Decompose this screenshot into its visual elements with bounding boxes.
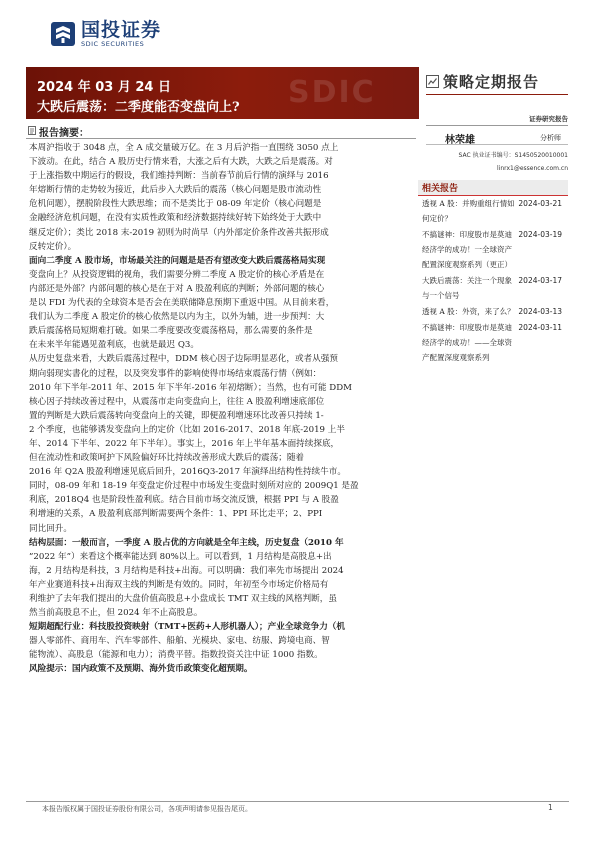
related-report-item[interactable]: [422, 227, 568, 272]
related-report-title-line: 不搞谜神：印度股市是莫迪: [422, 230, 512, 239]
summary-line: 风险提示：国内政策不及预期、海外货币政策变化超预期。: [29, 664, 253, 675]
related-reports-title: 相关报告: [422, 184, 459, 194]
related-report-date: 2024-03-21: [518, 199, 562, 208]
related-report-title: [422, 227, 526, 272]
summary-line: 同比回升。: [29, 523, 72, 534]
summary-line: 2 个季度，也能够诱发变盘向上的定价（比如 2016-2017、2018 年底-2019 上半: [29, 424, 345, 435]
document-icon: [28, 126, 36, 135]
analyst-role: 分析师: [540, 134, 561, 142]
related-reports-header: [418, 180, 568, 196]
summary-line: 同时，08-09 年和 18-19 年变盘定价过程中市场发生变盘时刻所对应的 2009Q1 是盈: [29, 481, 359, 492]
summary-line: 危机问题），摆脱阶段性大跌思维；而不是类比于 08-09 年定价（核心问题是: [29, 199, 322, 210]
related-report-date: 2024-03-11: [518, 323, 562, 332]
summary-line: 金融经济危机问题，在没有实质性政策和经济数据持续好转下始终处于大跌中: [29, 213, 322, 224]
report-date: 2024 年 03 月 24 日: [37, 80, 171, 95]
summary-line: 年、2014 下半年、2022 年下半年）。事实上，2016 年上半年基本面持续探底，: [29, 438, 340, 449]
related-report-item[interactable]: [422, 320, 568, 365]
summary-line: 是以 FDI 为代表的全球资本是否会在美联储降息预期下重返中国。从目前来看，: [29, 298, 335, 309]
brand-logo: [50, 20, 161, 48]
related-report-title-line: 不搞谜神：印度股市是莫迪: [422, 323, 512, 332]
summary-line: 器人零部件、商用车、汽车零部件、船舶、光模块、家电、纺服、跨境电商、智: [29, 636, 330, 647]
summary-line: 年熔断行情的走势较为接近，此后步入大跌后的震荡（核心问题是股市流动性: [29, 185, 322, 196]
summary-line: 反转定价）。: [29, 241, 77, 252]
summary-line: 面向二季度 A 股市场，市场最关注的问题是是否有望改变大跌后震荡格局实现: [29, 255, 326, 266]
related-report-date: 2024-03-19: [518, 230, 562, 239]
summary-line: 核心因子持续改善过程中，从震荡市走向变盘向上，往往 A 股盈利增速底部位: [29, 396, 325, 407]
chart-box-icon: [426, 75, 439, 88]
footer-disclaimer: 本报告版权属于国投证券股份有限公司，各项声明请参见报告尾页。: [42, 805, 252, 813]
report-type-label: 策略定期报告: [443, 72, 540, 91]
related-report-title-line: 配置深度观察系列（更正）: [422, 260, 512, 269]
footer-divider: [26, 801, 569, 802]
report-title: 大跌后震荡：二季度能否变盘向上?: [37, 100, 240, 115]
related-report-date: 2024-03-17: [518, 276, 562, 285]
analyst-license: SAC 执业证书编号：S1450520010001: [458, 152, 568, 159]
summary-line: 跌后震荡格局短期难打破。如果二季度要改变震荡格局，那么需要的条件是: [29, 326, 313, 337]
related-report-title-line: 透视 A 股：外资，来了么？: [422, 307, 515, 316]
summary-line: 海，2 月结构是科技，3 月结构是科技+出海。可以明确：我们率先市场提出 2024: [29, 565, 344, 576]
related-report-title-line: 与一个信号: [422, 291, 460, 300]
summary-line: 然当前高股息不止，但 2024 年不止高股息。: [29, 608, 203, 619]
summary-body: [29, 141, 415, 677]
summary-line: 从历史复盘来看，大跌后震荡过程中，DDM 核心因子边际明显恶化，或者从强预: [29, 354, 338, 365]
department-label: 证券研究报告: [529, 115, 568, 123]
report-type-header: [426, 68, 568, 95]
summary-line: 继反定价）；类比 2018 末-2019 初则为时尚早（内外部定价条件改善共振形成: [29, 227, 329, 238]
summary-line: 变盘向上？从投资逻辑的视角，我们需要分辨二季度 A 股定价的核心矛盾是在: [29, 269, 325, 280]
analyst-email[interactable]: linrx1@essence.com.cn: [497, 165, 568, 172]
related-report-title-line: 经济学的成功！一全球资产: [422, 245, 512, 254]
divider: [426, 144, 568, 145]
summary-line: 期向弱现实書化的过程，以及突发事件的影响使得市场结束震荡行情（例如：: [29, 368, 322, 379]
related-report-title: [422, 273, 526, 303]
summary-line: 利维护了去年我们提出的大盘价值高股息+小盘成长 TMT 双主线的风格判断，虽: [29, 594, 337, 604]
summary-title: 报告摘要：: [39, 128, 89, 139]
summary-line: 内部还是外部？内部问题的核心是在于对 A 股盈利底的判断；外部问题的核心: [29, 283, 325, 294]
summary-line: 本周沪指收于 3048 点，全 A 成交量破万亿。在 3 月后沪指一直围绕 3050 点上: [29, 143, 339, 153]
related-report-title-line: 经济学的成功！——全球资: [422, 338, 512, 347]
related-report-title-line: 产配置深度观察系列: [422, 353, 490, 362]
related-report-title: [422, 304, 526, 319]
summary-line: 在未来半年能遇见盈利底，也就是最迟 Q3。: [29, 340, 199, 351]
related-report-title-line: 何定价？: [422, 214, 452, 223]
summary-line: 结构层面：一般而言，一季度 A 股占优的方向就是全年主线，历史复盘（2010 年: [29, 537, 344, 548]
summary-line: 2010 年下半年-2011 年、2015 年下半年-2016 年初熔断）；当然，也有可能 DDM: [29, 382, 352, 393]
summary-line: 置的判断是大跌后震荡转向变盘向上的关键，即便盈利增速环比改善只持续 1-: [29, 410, 324, 421]
related-report-item[interactable]: [422, 273, 568, 303]
summary-header: [26, 124, 416, 139]
summary-line: ”2022 年”）来看这个概率能达到 80%以上。可以看到，1 月结构是高股息+出: [29, 551, 332, 562]
related-report-title: [422, 320, 526, 365]
summary-line: 但在流动性和政策呵护下风险偏好环比持续改善形成大跌后的震荡；随着: [29, 453, 305, 464]
summary-line: 年产业赛道科技+出海双主线的判断是有效的。同时，年初至今市场定价格局有: [29, 579, 329, 590]
summary-line: 利底，2018Q4 也是阶段性盈利底。结合目前市场交流反馈，根据 PPI 与 A 股盈: [29, 495, 339, 506]
related-report-item[interactable]: [422, 304, 568, 319]
brand-name-cn: 国投证券: [81, 19, 162, 41]
related-report-date: 2024-03-13: [518, 307, 562, 316]
related-report-item[interactable]: [422, 196, 568, 226]
page-number: 1: [548, 803, 553, 812]
analyst-name: 林荣雄: [445, 135, 475, 146]
brand-name-en: SDIC SECURITIES: [81, 40, 145, 48]
related-report-title-line: 大跌后震荡：关注一个现象: [422, 276, 512, 285]
summary-line: 能物流）、高股息（能源和电力）；消费平替。指数投资关注中证 1000 指数。: [29, 650, 323, 661]
summary-line: 我们认为二季度 A 股定价的核心依然是以内为主，以外为辅，进一步预判：大: [29, 312, 325, 323]
sdic-logo-icon: [50, 21, 76, 47]
summary-line: 利增速的关系，A 股盈利底部判断需要两个条件：1、PPI 环比走平；2、PPI: [29, 509, 323, 520]
related-report-title-line: 透视 A 股：并购重组行情如: [422, 199, 515, 208]
summary-line: 2016 年 Q2A 股盈利增速见底后回升，2016Q3-2017 年演绎出结构性持续牛市。: [29, 467, 346, 478]
summary-line: 短期超配行业：科技股投资映射（TMT+医药+人形机器人）；产业全球竞争力（机: [29, 622, 345, 633]
divider: [426, 125, 568, 126]
summary-line: 下波动。在此，结合 A 股历史行情来看，大涨之后有大跌，大跌之后是震荡。对: [29, 157, 333, 168]
summary-line: 于上涨指数中期运行的假设，我们维持判断：当前春节前后行情的演绎与 2016: [29, 171, 329, 182]
report-banner: [26, 67, 419, 119]
banner-watermark: SDIC: [288, 75, 376, 110]
related-report-title: [422, 196, 526, 226]
